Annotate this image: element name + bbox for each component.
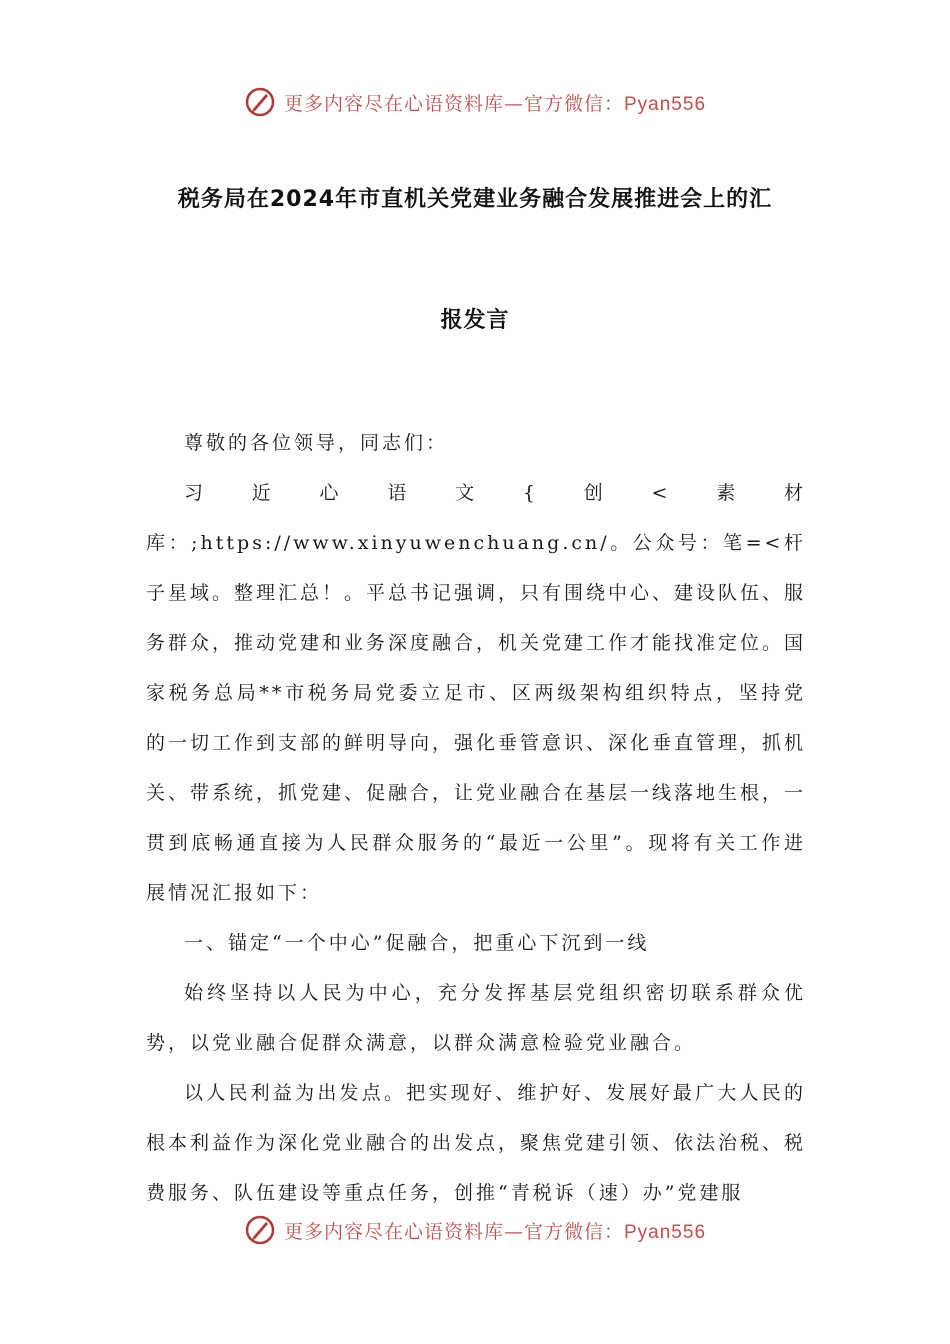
paragraph: 习近心语文{创<素材库：;https://www.xinyuwenchuang.cn/。公众号：笔=<杆子星域。整理汇总！。平总书记强调，只有围绕中心、建设队伍、服务群众，推动党建和业务深度融合，机关党建工作才能找准定位。国家税务总局**市税务局党委立足市、区两级架构组织特点，坚持党的一切工作到支部的鲜明导向，强化垂管意识、深化垂直管理，抓机关、带系统，抓党建、促融合，让党业融合在基层一线落地生根，一贯到底畅通直接为人民群众服务的“最近一公里”。现将有关工作进展情况汇报如下：: [146, 482, 807, 904]
section-heading: 一、锚定“一个中心”促融合，把重心下沉到一线: [184, 932, 650, 954]
document-body: [146, 418, 806, 1218]
document-title-line-2: 报发言: [440, 308, 510, 333]
quill-pen-icon: [244, 86, 276, 118]
header-banner: [0, 82, 950, 122]
paragraph: 以人民利益为出发点。把实现好、维护好、发展好最广大人民的根本利益作为深化党业融合的出发点，聚焦党建引领、依法治税、税费服务、队伍建设等重点任务，创推“青税诉（速）办”党建服: [146, 1082, 807, 1204]
salutation: 尊敬的各位领导，同志们：: [184, 432, 449, 454]
banner-text: 更多内容尽在心语资料库—官方微信：Pyan556: [283, 92, 707, 115]
banner-text: 更多内容尽在心语资料库—官方微信：Pyan556: [283, 1220, 707, 1243]
wechat-id: Pyan556: [624, 1221, 707, 1243]
document-title-line-1: 税务局在2024年市直机关党建业务融合发展推进会上的汇: [177, 187, 773, 212]
wechat-id: Pyan556: [624, 93, 707, 115]
paragraph: 始终坚持以人民为中心，充分发挥基层党组织密切联系群众优势，以党业融合促群众满意，以群众满意检验党业融合。: [146, 982, 806, 1054]
quill-pen-icon: [244, 1214, 276, 1246]
footer-banner: [0, 1210, 950, 1250]
